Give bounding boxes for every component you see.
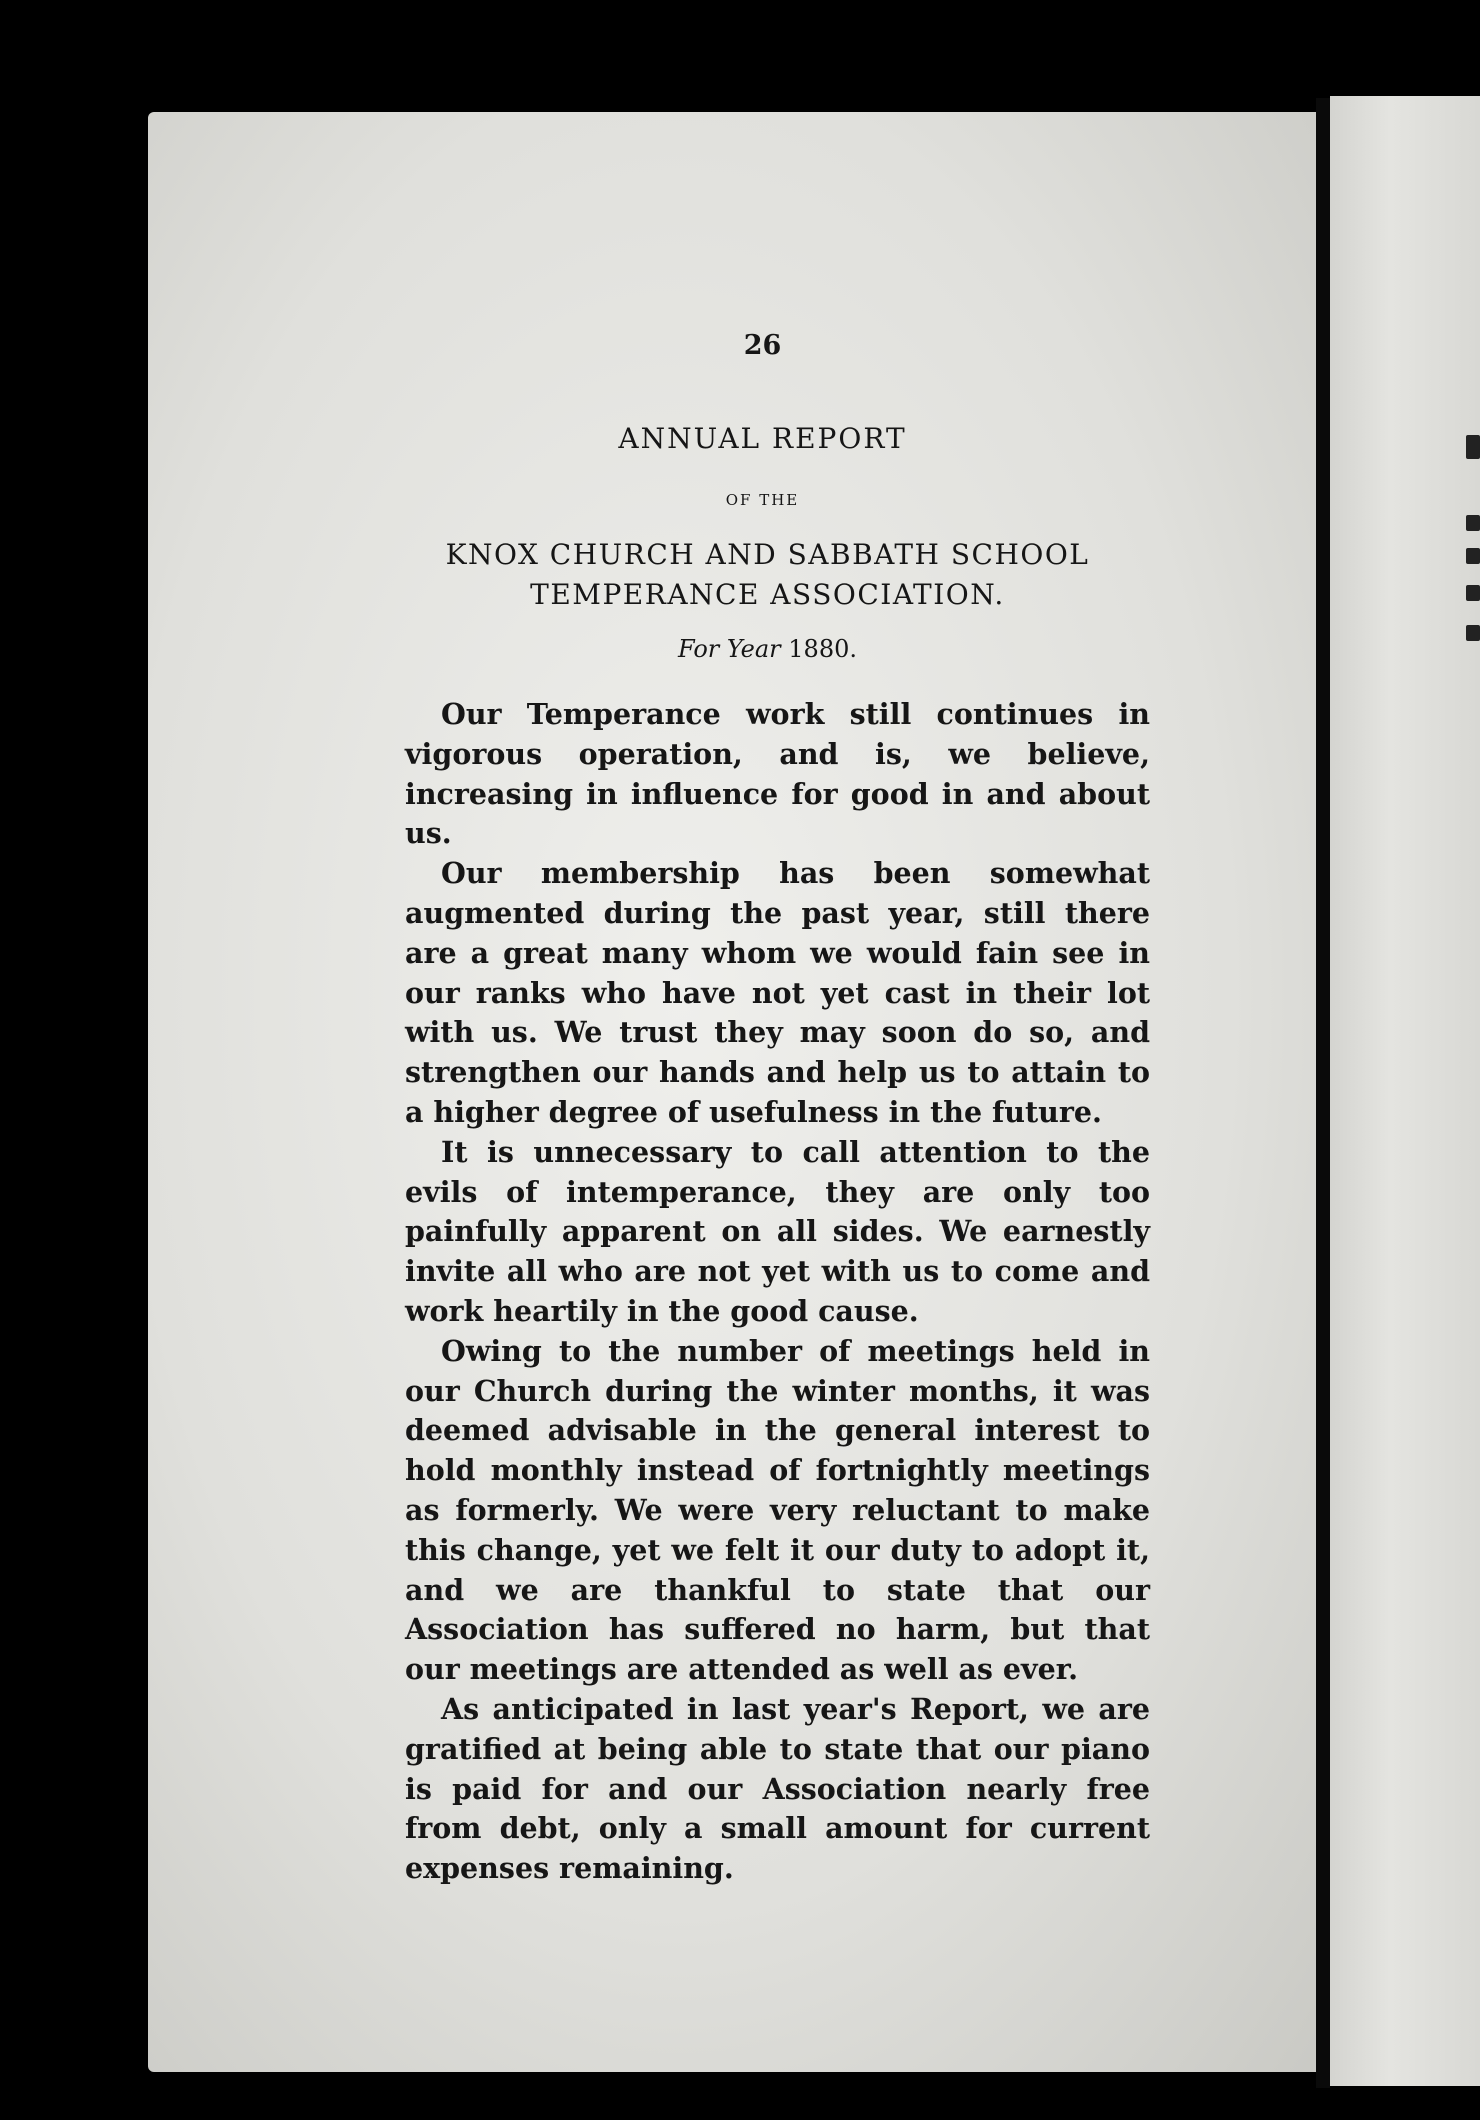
paragraph: It is unnecessary to call attention to the evils of intemperance, they are only too painfully apparent on all sides. We earnestly invite all who are not yet with us to come and work heartily in the good cause. — [405, 1134, 1150, 1328]
association-name-line1: KNOX CHURCH AND SABBATH SCHOOL — [445, 538, 1090, 571]
paragraph: As anticipated in last year's Report, we are gratified at being able to state that our piano is paid for and our Association nearly free from debt, only a small amount for current expenses remaining. — [405, 1691, 1150, 1886]
page-number: 26 — [743, 330, 782, 361]
report-year — [385, 635, 1150, 663]
report-body — [405, 695, 1150, 1889]
adjacent-text-fragment — [1466, 625, 1480, 641]
paragraph: Our Temperance work still continues in vigorous operation, and is, we believe, increasing in influence for good in and about us. — [405, 697, 1150, 851]
adjacent-text-fragment — [1466, 548, 1480, 564]
adjacent-text-fragment — [1466, 585, 1480, 601]
adjacent-page-edge — [1330, 96, 1480, 2086]
page-gutter — [1316, 98, 1330, 2088]
page-content — [405, 330, 1150, 1889]
report-subtitle: OF THE — [725, 491, 800, 509]
association-name — [385, 535, 1150, 615]
adjacent-text-fragment — [1466, 435, 1480, 459]
association-name-line2: TEMPERANCE ASSOCIATION. — [530, 578, 1005, 611]
paragraph: Our membership has been somewhat augmented during the past year, still there are a great many whom we would fain see in our ranks who have not yet cast in their lot with us. We trust they may soon do so, and strengthen our hands and help us to attain to a higher degree of usefulness in the future. — [405, 856, 1150, 1129]
year-value: 1880. — [788, 635, 857, 663]
paragraph: Owing to the number of meetings held in our Church during the winter months, it was deemed advisable in the general interest to hold monthly instead of fortnightly meetings as formerly. We were very reluctant to make this change, yet we felt it our duty to adopt it, and we are thankful to state that our Association has suffered no harm, but that our meetings are attended as well as ever. — [405, 1333, 1150, 1687]
report-title: ANNUAL REPORT — [618, 422, 907, 455]
year-label: For Year — [678, 635, 781, 663]
adjacent-text-fragment — [1466, 515, 1480, 531]
